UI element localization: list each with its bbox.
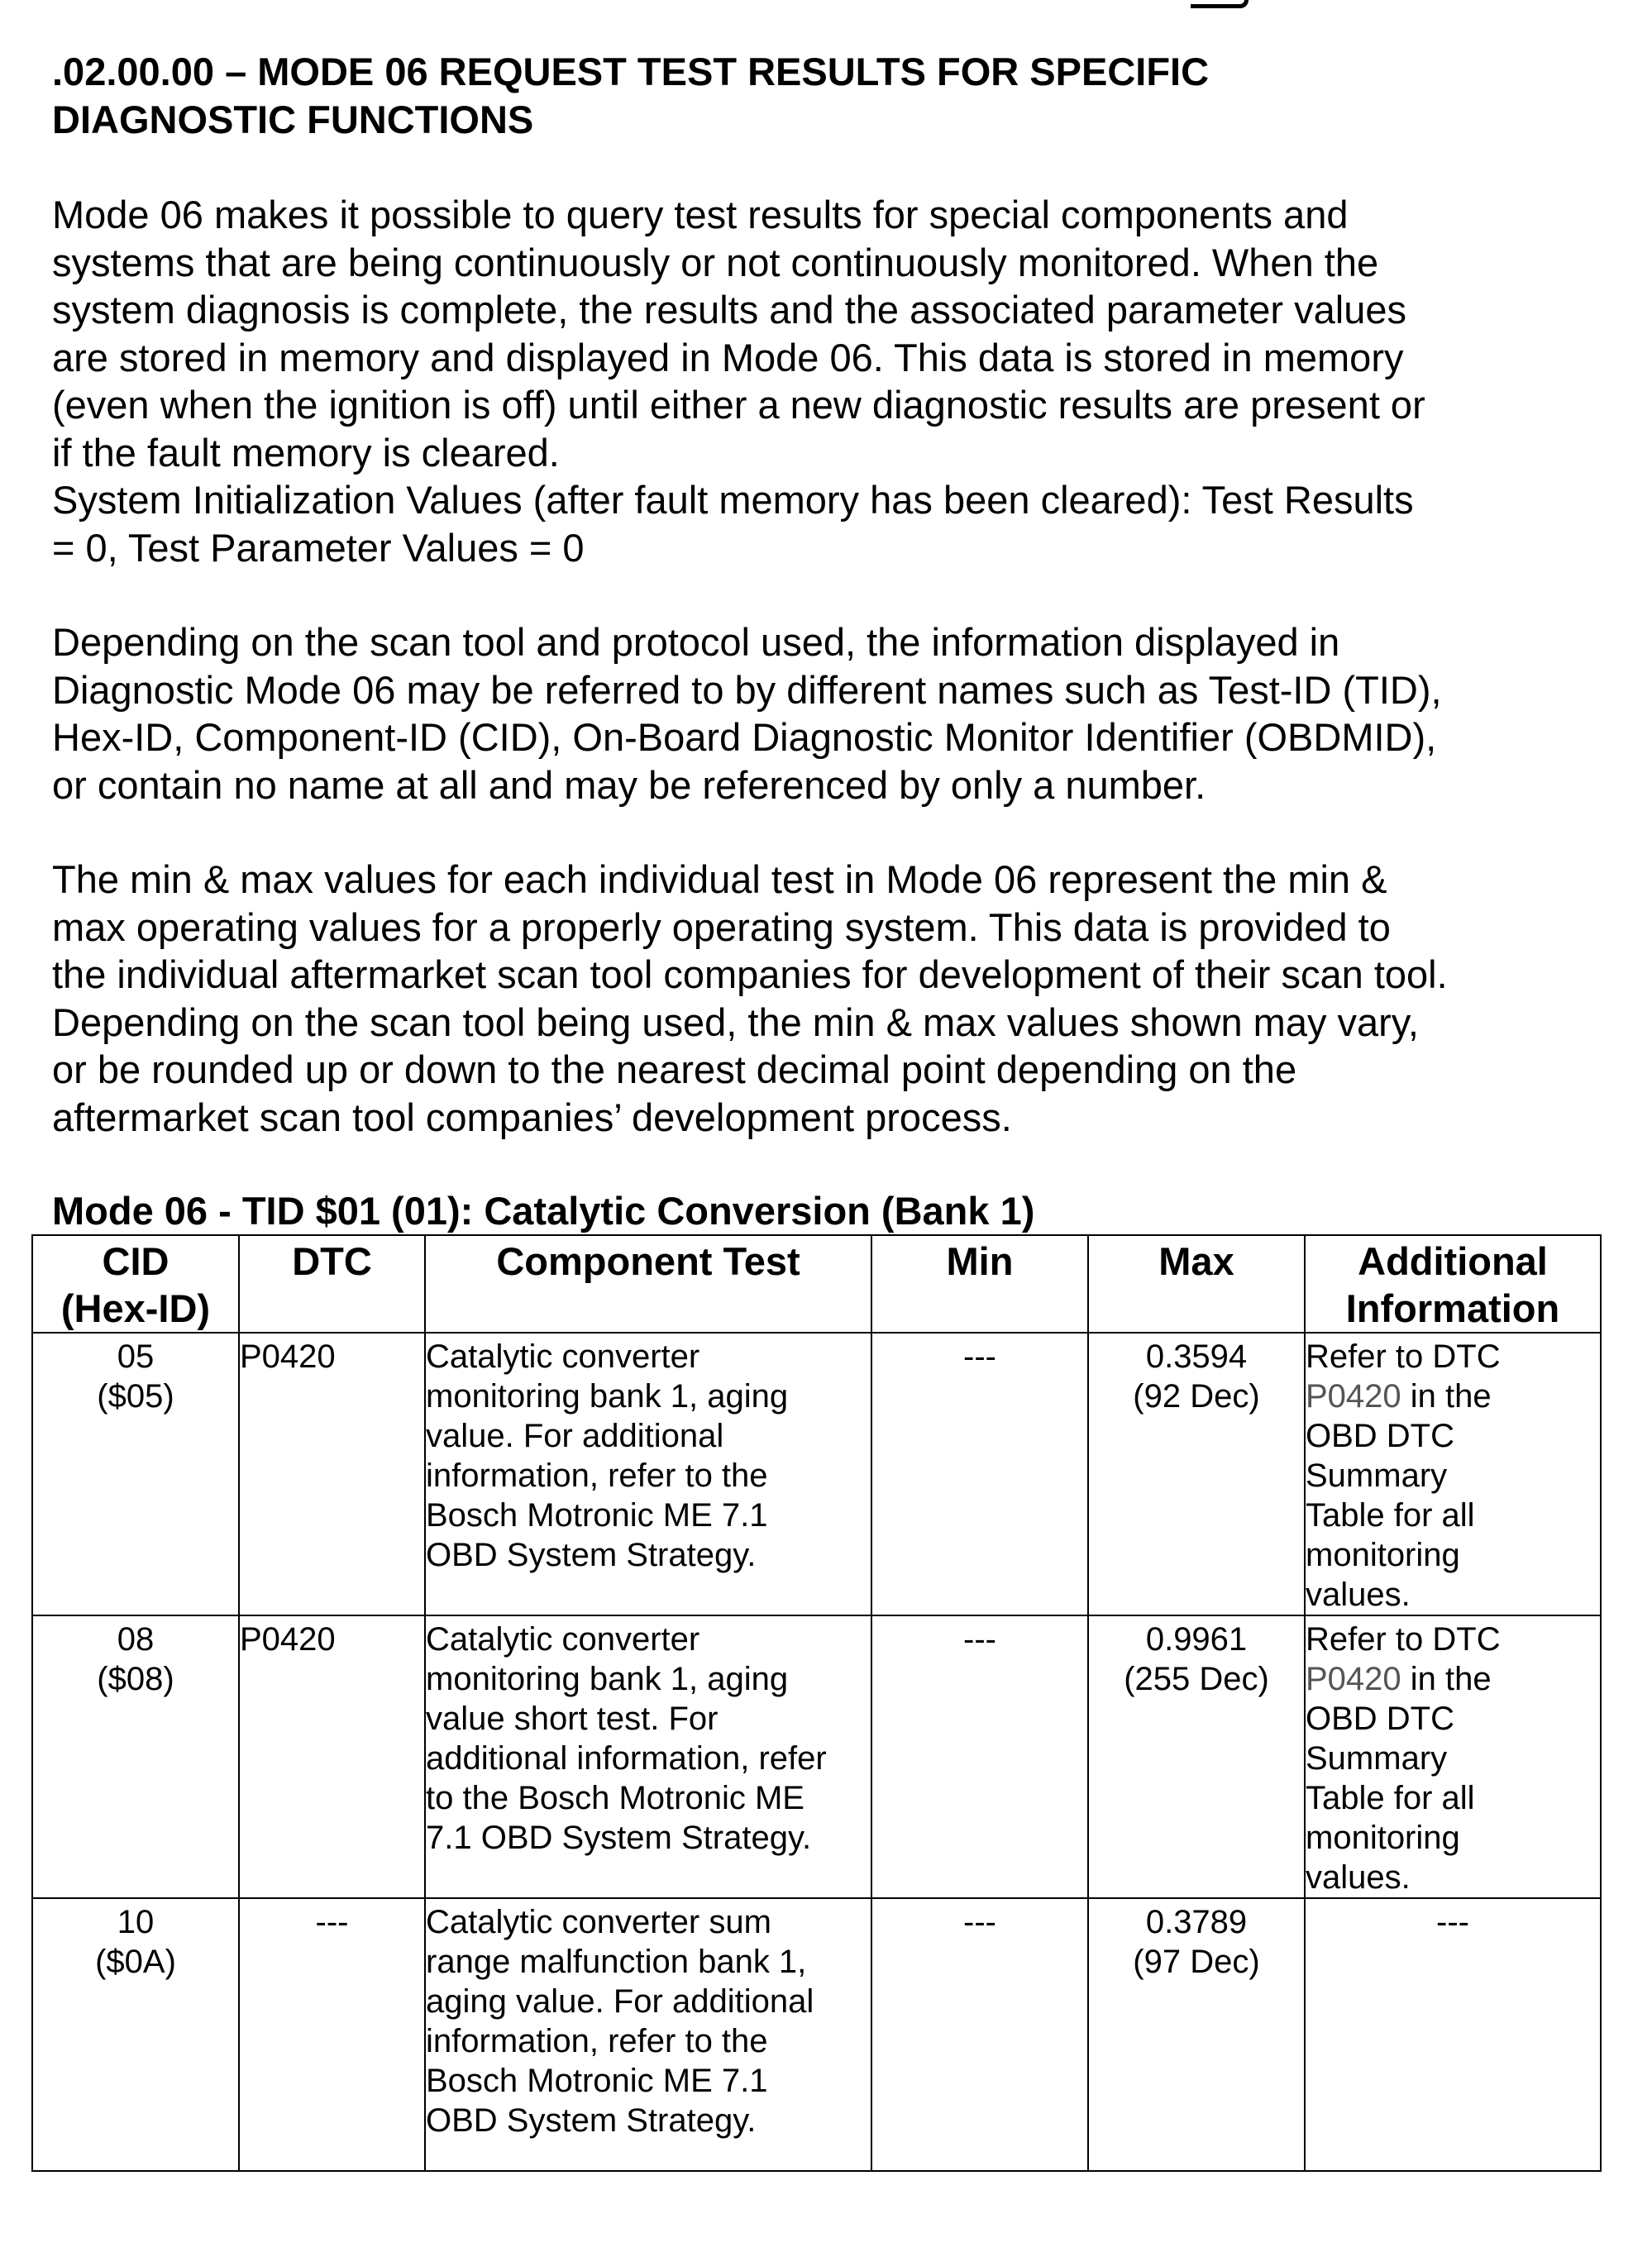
paragraph-line: system diagnosis is complete, the results and the associated parameter values — [52, 288, 1407, 332]
cell-additional-information: Refer to DTC P0420 in the OBD DTC Summary Table for all monitoring values. — [1305, 1333, 1601, 1615]
paragraph-line: Hex-ID, Component-ID (CID), On-Board Diagnostic Monitor Identifier (OBDMID), — [52, 715, 1437, 759]
paragraph-line: are stored in memory and displayed in Mode 06. This data is stored in memory — [52, 335, 1404, 379]
cell-dtc: --- — [239, 1898, 425, 2171]
table-header-row — [32, 1235, 1601, 1333]
document-body — [52, 48, 1607, 1141]
page-top-edge-fragment — [1191, 0, 1249, 8]
cell-dtc: P0420 — [239, 1615, 425, 1898]
cell-max: 0.3594 (92 Dec) — [1088, 1333, 1305, 1615]
cell-additional-information: --- — [1305, 1898, 1601, 2171]
paragraph-line: (even when the ignition is off) until either a new diagnostic results are present or — [52, 383, 1425, 427]
paragraph-line: Depending on the scan tool being used, the min & max values shown may vary, — [52, 1000, 1419, 1044]
paragraph-line: Diagnostic Mode 06 may be referred to by different names such as Test-ID (TID), — [52, 667, 1442, 712]
paragraph-line: The min & max values for each individual test in Mode 06 represent the min & — [52, 857, 1387, 901]
paragraph-line: Depending on the scan tool and protocol used, the information displayed in — [52, 620, 1340, 664]
paragraph-mode06-description — [52, 191, 1607, 571]
cell-max: 0.9961 (255 Dec) — [1088, 1615, 1305, 1898]
cell-component-test: Catalytic converter sum range malfunction bank 1, aging value. For additional information, refer to the Bosch Motronic ME 7.1 OBD System Strategy. — [425, 1898, 871, 2171]
paragraph-line: aftermarket scan tool companies’ development process. — [52, 1095, 1012, 1139]
cell-component-test: Catalytic converter monitoring bank 1, aging value. For additional information, refer to the Bosch Motronic ME 7.1 OBD System Strategy. — [425, 1333, 871, 1615]
cell-min: --- — [871, 1898, 1088, 2171]
paragraph-line: or contain no name at all and may be referenced by only a number. — [52, 762, 1206, 807]
paragraph-line: max operating values for a properly operating system. This data is provided to — [52, 904, 1391, 949]
table-row — [32, 1615, 1601, 1898]
cell-additional-information: Refer to DTC P0420 in the OBD DTC Summary Table for all monitoring values. — [1305, 1615, 1601, 1898]
header-max: Max — [1088, 1235, 1305, 1333]
paragraph-line: or be rounded up or down to the nearest decimal point depending on the — [52, 1047, 1297, 1091]
paragraph-line: = 0, Test Parameter Values = 0 — [52, 525, 585, 570]
cell-cid: 08 ($08) — [32, 1615, 239, 1898]
table-title: Mode 06 - TID $01 (01): Catalytic Conversion (Bank 1) — [52, 1189, 1035, 1233]
cell-component-test: Catalytic converter monitoring bank 1, aging value short test. For additional information, refer to the Bosch Motronic ME 7.1 OBD System Strategy. — [425, 1615, 871, 1898]
mode06-test-table — [31, 1234, 1602, 2172]
cell-dtc: P0420 — [239, 1333, 425, 1615]
cell-cid: 10 ($0A) — [32, 1898, 239, 2171]
header-component-test: Component Test — [425, 1235, 871, 1333]
paragraph-line: systems that are being continuously or not continuously monitored. When the — [52, 240, 1379, 284]
table-row — [32, 1333, 1601, 1615]
paragraph-min-max — [52, 856, 1607, 1141]
cell-cid: 05 ($05) — [32, 1333, 239, 1615]
section-heading: .02.00.00 – MODE 06 REQUEST TEST RESULTS FOR SPECIFIC DIAGNOSTIC FUNCTIONS — [52, 50, 1210, 141]
cell-min: --- — [871, 1615, 1088, 1898]
paragraph-line: System Initialization Values (after fault memory has been cleared): Test Results — [52, 478, 1414, 522]
header-cid: CID (Hex-ID) — [32, 1235, 239, 1333]
dtc-reference-link[interactable]: P0420 — [1306, 1378, 1401, 1415]
header-min: Min — [871, 1235, 1088, 1333]
paragraph-naming — [52, 618, 1607, 809]
header-dtc: DTC — [239, 1235, 425, 1333]
cell-min: --- — [871, 1333, 1088, 1615]
paragraph-line: if the fault memory is cleared. — [52, 430, 560, 475]
header-additional-information: Additional Information — [1305, 1235, 1601, 1333]
table-row — [32, 1898, 1601, 2171]
paragraph-line: Mode 06 makes it possible to query test results for special components and — [52, 193, 1349, 236]
paragraph-line: the individual aftermarket scan tool companies for development of their scan tool. — [52, 952, 1448, 996]
cell-max: 0.3789 (97 Dec) — [1088, 1898, 1305, 2171]
dtc-reference-link[interactable]: P0420 — [1306, 1661, 1401, 1697]
